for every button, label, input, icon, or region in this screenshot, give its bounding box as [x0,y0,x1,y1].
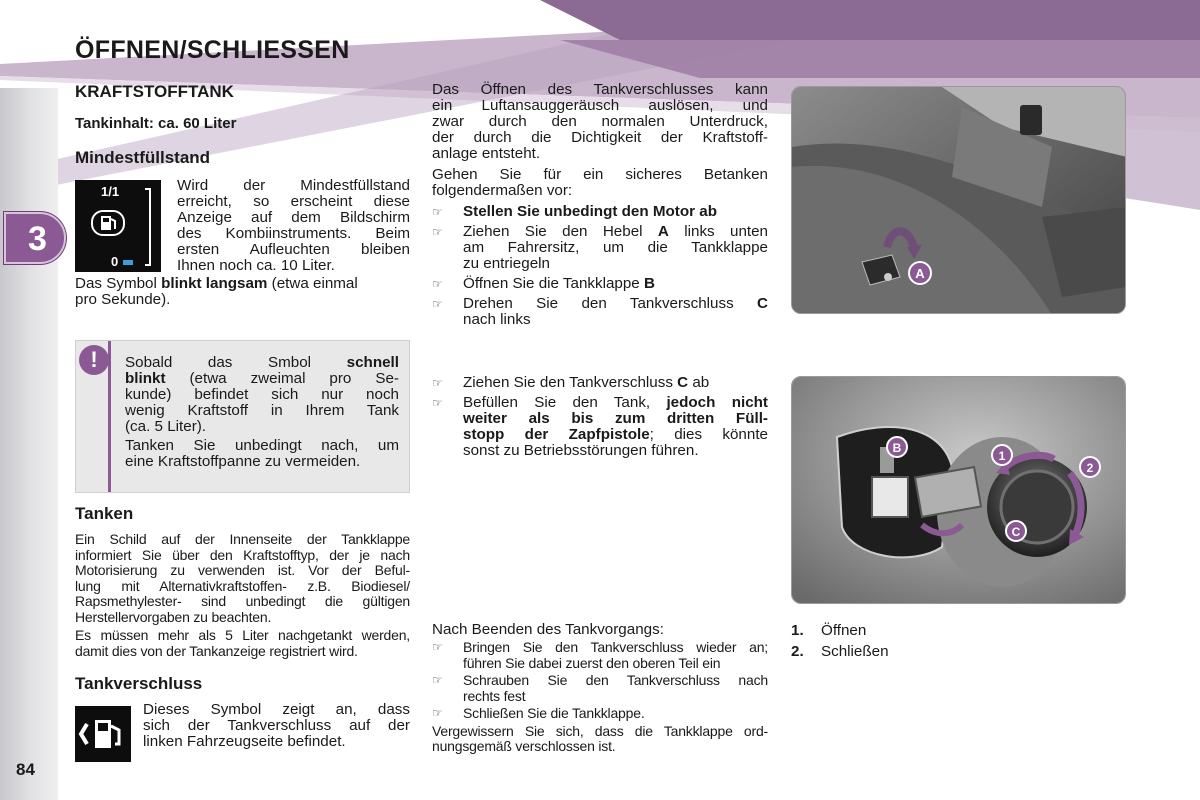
list-item: ☞ Stellen Sie unbedingt den Motor ab [432,203,717,220]
warning-box [75,340,410,493]
pointing-hand-icon: ☞ [432,396,443,410]
gauge-scale [145,188,151,266]
middle-column [432,81,769,754]
refuel-text: Ein Schild auf der Innenseite der Tankklappe informiert Sie über den Kraftstofftyp, der je nach Motorisierung zu verwenden ist. Vor der Beful- lung mit Alternativkraftstoffen- z.B. Biodiesel/ Rapsmethylester- sind unbedingt die gültigen Herstellervorgaben zu beachten. Es müssen mehr als 5 Liter nachgetankt werden, damit dies von der Tankanzeige registriert wird. [75,531,410,659]
procedure-intro: Gehen Sie für ein sicheres Betanken folgendermaßen vor: [432,166,768,199]
after-refuel-steps [432,640,768,722]
filler-cap-photo [791,376,1126,604]
section-title: KRAFTSTOFFTANK [75,82,234,101]
intro-text: Das Öffnen des Tankverschlusses kann ein Luftansauggeräusch auslösen, und zwar durch den normalen Unterdruck, der durch die Dichtigkeit der Kraftstoff- anlage entsteht. [432,81,768,162]
legend-item: 2. Schließen [791,643,889,660]
lever-illustration [792,87,1126,314]
list-item: ☞ Ziehen Sie den Hebel A links unten am Fahrersitz, um die Tankklappe zu entriegeln [432,223,769,272]
list-item: ☞ Bringen Sie den Tankverschluss wieder an; führen Sie dabei zuerst den oberen Teil ein [432,639,768,671]
callout-1: 1 [998,449,1006,463]
pointing-hand-icon: ☞ [432,673,443,687]
refuel-steps [432,204,768,328]
warning-icon: ! [79,345,109,375]
figure-legend [791,620,991,662]
min-level-text: Wird der Mindestfüllstand erreicht, so erscheint diese Anzeige auf dem Bildschirm des Kombiinstruments. Beim ersten Aufleuchten bleiben Ihnen noch ca. 10 Liter. [177,178,410,274]
list-item: ☞ Ziehen Sie den Tankverschluss C ab [432,374,710,391]
fuel-door-side-icon [75,706,131,762]
list-item: ☞ Drehen Sie den Tankverschluss C nach links [432,295,768,328]
cap-text: Dieses Symbol zeigt an, dass sich der Tankverschluss auf der linken Fahrzeugseite befindet. [143,702,410,750]
legend-item: 1. Öffnen [791,622,867,639]
list-item: ☞ Öffnen Sie die Tankklappe B [432,275,655,292]
gauge-empty-label: 0 [111,254,119,269]
left-column [75,82,410,750]
gauge-level-bar [123,260,133,265]
callout-2: 2 [1086,461,1094,475]
min-level-heading: Mindestfüllstand [75,148,211,167]
page-title: ÖFFNEN/SCHLIESSEN [75,36,350,64]
callout-a: A [915,266,925,281]
pointing-hand-icon: ☞ [432,277,443,291]
chapter-number: 3 [28,220,47,258]
closing-text: Vergewissern Sie sich, dass die Tankklappe ord- nungsgemäß verschlossen ist. [432,722,768,754]
chapter-tab[interactable] [4,212,66,264]
tank-capacity: Tankinhalt: ca. 60 Liter [75,115,237,132]
pointing-hand-icon: ☞ [432,205,443,219]
filler-cap-illustration [792,377,1126,604]
pointing-hand-icon: ☞ [432,640,443,654]
page-number: 84 [16,760,35,779]
list-item: ☞ Schließen Sie die Tankklappe. [432,705,645,721]
pointing-hand-icon: ☞ [432,225,443,239]
after-refuel-section [432,622,768,755]
refuel-steps-continued [432,375,768,459]
cap-heading: Tankverschluss [75,674,203,693]
blink-slow-text: Das Symbol blinkt langsam (etwa einmal pro Sekunde). [75,275,358,308]
pointing-hand-icon: ☞ [432,297,443,311]
after-refuel-heading: Nach Beenden des Tankvorgangs: [432,621,664,638]
refuel-heading: Tanken [75,504,134,523]
callout-b: B [892,441,902,455]
list-item: ☞ Schrauben Sie den Tankverschluss nach rechts fest [432,672,768,704]
warning-text: Sobald das Smbol schnell blinkt (etwa zweimal pro Se- kunde) befindet sich nur noch wenig Kraftstoff in Ihrem Tank (ca. 5 Liter). Tanken Sie unbedingt nach, um eine Kraftstoffpanne zu vermeiden. [125,354,399,470]
callout-c: C [1011,525,1021,539]
left-margin-rail [0,88,58,800]
fuel-gauge-icon [75,180,161,272]
lever-photo [791,86,1126,314]
pointing-hand-icon: ☞ [432,706,443,720]
list-item: ☞ Befüllen Sie den Tank, jedoch nicht weiter als bis zum dritten Füll- stopp der Zapfpistole; dies könnte sonst zu Betriebsstörungen führen. [432,394,768,459]
pointing-hand-icon: ☞ [432,376,443,390]
fuel-pump-icon [91,208,125,238]
gauge-full-label: 1/1 [101,184,120,199]
